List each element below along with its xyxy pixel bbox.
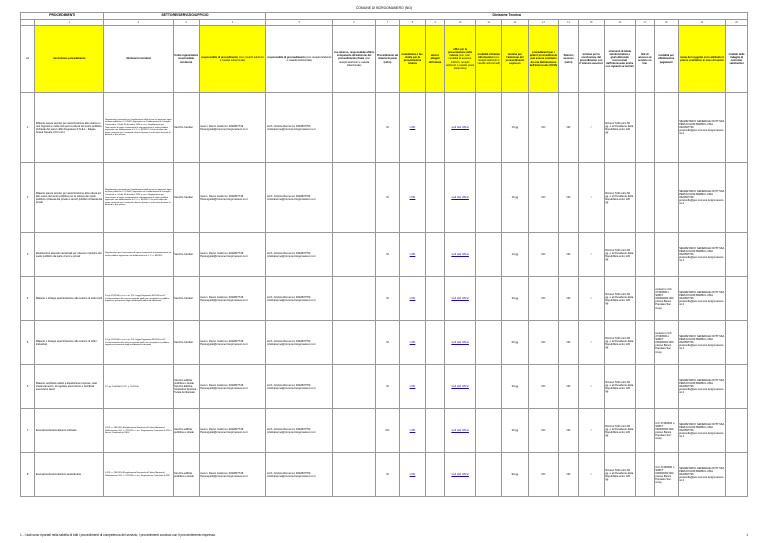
column-index: 7 <box>376 19 400 25</box>
row-number: 6 <box>21 365 35 409</box>
customer-satisfaction <box>726 233 748 277</box>
info-mode <box>476 277 502 321</box>
silence-consent-flag: NO <box>559 233 578 277</box>
section-settore: SETTORE/SERVIZIO/UFFICIO <box>104 13 266 20</box>
column-index: 2 <box>104 19 173 25</box>
info-mode <box>476 233 502 277</box>
scia-flag: NO <box>528 365 559 409</box>
silence-consent-flag: NO <box>559 453 578 497</box>
header-nr: nr <box>21 25 35 93</box>
organizational-unit: Servizio Cantieri <box>173 163 199 233</box>
provision-manager: Arch. Cristina Renne tel. 0322837750 cristinarenne@comune.borgomanero.no.it <box>266 163 333 233</box>
procedures-table <box>20 12 748 497</box>
header-allegati: elenco allegati all'istanza <box>426 25 445 93</box>
allegati-cell <box>426 233 445 277</box>
header-resp-proc <box>199 25 266 93</box>
modulistica-link[interactable]: LINK <box>409 297 416 301</box>
procedure-manager: Geom. Pavon Guido tel. 0322837749 Pavonguido@comune.borgomanero.no.it <box>199 277 266 321</box>
column-index: 4 <box>199 19 266 25</box>
procedure-manager: Geom. Pavon Guido tel. 0322837749 Pavonguido@comune.borgomanero.no.it <box>199 453 266 497</box>
office-responsible <box>333 453 376 497</box>
on-request-flag: SI <box>376 453 400 497</box>
customer-satisfaction <box>726 277 748 321</box>
column-index: 13 <box>528 19 559 25</box>
info-mode <box>476 321 502 365</box>
modulistica-cell <box>399 93 425 163</box>
scia-flag: NO <box>528 453 559 497</box>
scia-flag: NO <box>528 163 559 233</box>
table-row <box>21 453 748 497</box>
scia-flag: NO <box>528 277 559 321</box>
silence-consent-flag: NO <box>559 321 578 365</box>
on-request-flag: SI <box>376 163 400 233</box>
provision-manager: Arch. Cristina Renne tel. 0322837750 cristinarenne@comune.borgomanero.no.it <box>266 93 333 163</box>
allegati-cell <box>426 277 445 321</box>
substitute-power: SEGRETARIO GENERALE DOTT.SSA PERUCCHINI BARBA LUISA 0322837709 protocollo@pec.comune.borgomanero.no.it <box>678 233 726 277</box>
header-resp-proc-note: (con recapiti telefonici e casella istituzionale) <box>219 55 264 62</box>
column-index: 3 <box>173 19 199 25</box>
allegati-cell <box>426 93 445 163</box>
procedure-description: Esumazioni/estumulazioni straordinarie <box>35 453 104 497</box>
header-silenzio: Silenzio assenso (si/no) <box>559 25 578 93</box>
header-modalita <box>476 25 502 93</box>
office-responsible <box>333 409 376 453</box>
procedure-description: Rilascio o diniego autorizzazione allo scarico di reflui industriali <box>35 321 104 365</box>
online-service <box>635 277 654 321</box>
customer-satisfaction <box>726 453 748 497</box>
payment-methods <box>654 93 678 163</box>
payment-methods: C/C 27460506 o SWIFT 000000000 000 presso Banco Popolare Soc. Coop. <box>654 409 678 453</box>
online-service <box>635 453 654 497</box>
organizational-unit: Servizio edilizia pubblica e strade <box>173 409 199 453</box>
on-request-flag: SI <box>376 321 400 365</box>
table-row <box>21 93 748 163</box>
header-scia: procedimenti per i quali il provvedimento può essere sostituito da una dichiarazione dell'interessato (SCIA) <box>528 25 559 93</box>
info-mode <box>476 365 502 409</box>
procedure-manager: Geom. Pavon Guido tel. 0322837749 Pavonguido@comune.borgomanero.no.it <box>199 163 266 233</box>
table-row <box>21 321 748 365</box>
deadline: 60 gg <box>502 321 528 365</box>
uffici-cell <box>445 163 476 233</box>
silence-consent-term: / <box>578 277 604 321</box>
procedure-description: Esumazioni/estumulazioni ordinarie <box>35 409 104 453</box>
header-link-servizio: link di accesso al servizio on line <box>635 25 654 93</box>
payment-methods <box>654 365 678 409</box>
silence-consent-flag: NO <box>559 93 578 163</box>
modulistica-cell <box>399 453 425 497</box>
silence-consent-term: / <box>578 321 604 365</box>
scia-flag: NO <box>528 93 559 163</box>
procedure-manager: Geom. Pavon Guido tel. 0322837749 Pavonguido@comune.borgomanero.no.it <box>199 233 266 277</box>
substitute-power: SEGRETARIO GENERALE DOTT.SSA PERUCCHINI BARBA LUISA 0322837709 protocollo@pec.comune.borgomanero.no.it <box>678 277 726 321</box>
provision-manager: Arch. Cristina Renne tel. 0322837750 cristinarenne@comune.borgomanero.no.it <box>266 233 333 277</box>
info-mode <box>476 409 502 453</box>
uffici-link[interactable]: vedi dati Ufficio <box>451 297 469 301</box>
silence-consent-flag: NO <box>559 277 578 321</box>
online-service <box>635 163 654 233</box>
column-index: 18 <box>654 19 678 25</box>
protection-tools: Ricorso TAR entro 60 gg. o al Presidente della Repubblica entro 120 gg. <box>604 365 635 409</box>
silence-consent-flag: NO <box>559 409 578 453</box>
allegati-cell <box>426 409 445 453</box>
column-index: 6 <box>333 19 376 25</box>
header-unita: Unità organizzativa responsabile istruttoria <box>173 25 199 93</box>
header-modalita-label: modalità richiesta informazioni <box>477 52 500 59</box>
substitute-power: SEGRETARIO GENERALE DOTT.SSA PERUCCHINI BARBA LUISA 0322837709 protocollo@pec.comune.borgomanero.no.it <box>678 321 726 365</box>
organizational-unit: Servizio Cantieri <box>173 93 199 163</box>
header-istanza: Procedimento ad istanza di parte (si/no) <box>376 25 400 93</box>
online-service <box>635 93 654 163</box>
modulistica-link[interactable]: LINK <box>409 253 416 257</box>
row-number: 8 <box>21 453 35 497</box>
header-uffici-info <box>445 25 476 93</box>
procedure-description: Rilascio certificati relativi a liquidazione imprese, stati d'avanzamento, di regolare esecuzione e certificati esecuzioni lavori <box>35 365 104 409</box>
uffici-cell <box>445 93 476 163</box>
legal-references: D.Lgs 152/2006 e s.m.i. art 124. Legge Regionale 4/4/2000 art.37 L'autorizzazione allo scarico riguarda quelli non recapitanti in pubblica fognatura provenienti dagli insediamenti industriali <box>104 321 173 365</box>
modulistica-link[interactable]: LINK <box>409 126 416 130</box>
scia-flag: NO <box>528 409 559 453</box>
uffici-link[interactable]: vedi dati Ufficio <box>451 341 469 345</box>
header-uffici <box>333 25 376 93</box>
procedure-description: Rilascio parere tecnico per autorizzazione alla rottura ed allo scavo del suolo pubblico per la coltura dei suolo pubblico richiesta dai privati e servizi pubblici richiesta dai privati <box>35 163 104 233</box>
uffici-link[interactable]: vedi dati Ufficio <box>451 473 469 477</box>
silence-consent-term: / <box>578 233 604 277</box>
substitute-power: SEGRETARIO GENERALE DOTT.SSA PERUCCHINI BARBA LUISA 0322837709 protocollo@pec.comune.borgomanero.no.it <box>678 163 726 233</box>
table-row <box>21 277 748 321</box>
deadline: 90 gg <box>502 453 528 497</box>
organizational-unit: Servizio Cantieri <box>173 321 199 365</box>
uffici-link[interactable]: vedi dati Ufficio <box>451 196 469 200</box>
allegati-cell <box>426 163 445 233</box>
modulistica-link[interactable]: LINK <box>409 473 416 477</box>
legal-references: D.Lgs 152/2006 e s.m.i. art 124. Legge Regionale 4/4/2000 art.37 L'autorizzazione allo scarico riguarda quelli non recapitanti in pubblica fognatura, provenienti dagli insediamenti adibiti ad abitazione <box>104 277 173 321</box>
table-row <box>21 409 748 453</box>
header-modulistica: modulistica e fac-simile per la presentazione istanza <box>399 25 425 93</box>
column-index: 17 <box>635 19 654 25</box>
customer-satisfaction <box>726 163 748 233</box>
header-modalita-note: (con recapiti telefonici e caselle istituzionali) <box>477 55 500 66</box>
online-service <box>635 409 654 453</box>
info-mode <box>476 163 502 233</box>
section-procedimenti: PROCEDIMENTI <box>21 13 104 20</box>
silence-consent-term: / <box>578 453 604 497</box>
office-responsible <box>333 321 376 365</box>
silence-consent-term: / <box>578 409 604 453</box>
header-resp-prov-note: (con recapiti telefonici e casella istituzionale) <box>286 55 332 62</box>
row-number: 3 <box>21 233 35 277</box>
header-uffici-note: (con recapiti telefonici e casella istituzionale) <box>338 57 371 67</box>
scia-flag: NO <box>528 321 559 365</box>
silence-consent-term: / <box>578 163 604 233</box>
header-termine: termine per l'adozione del provvedimento espresso <box>502 25 528 93</box>
office-responsible <box>333 277 376 321</box>
protection-tools: Ricorso TAR entro 60 gg. o al Presidente della Repubblica entro 120 gg. <box>604 453 635 497</box>
modulistica-link[interactable]: LINK <box>409 196 416 200</box>
column-index: 12 <box>502 19 528 25</box>
row-number: 5 <box>21 321 35 365</box>
office-responsible <box>333 365 376 409</box>
modulistica-cell <box>399 409 425 453</box>
table-row <box>21 163 748 233</box>
on-request-flag: SI <box>376 93 400 163</box>
provision-manager: Arch. Cristina Renne tel. 0322837750 cristinarenne@comune.borgomanero.no.it <box>266 453 333 497</box>
column-index: 1 <box>35 19 104 25</box>
allegati-cell <box>426 453 445 497</box>
page-title: COMUNE DI BORGOMANERO (NO) <box>355 6 413 10</box>
deadline: 30 gg <box>502 365 528 409</box>
uffici-cell <box>445 453 476 497</box>
uffici-cell <box>445 233 476 277</box>
payment-methods: contanti o C/C 27460506 o SWIFT 000000000 000 presso Banco Popolare Soc. Coop. <box>654 277 678 321</box>
legal-references: D. Lgs. 163/2006 D.P.R. n. 207/2010 <box>104 365 173 409</box>
uffici-cell <box>445 321 476 365</box>
online-service <box>635 233 654 277</box>
column-index: 19 <box>678 19 726 25</box>
legal-references: Regolamento per l'esecuzione di opere comportanti la manomissione di suolo pubblico approvato con deliberazione di C.C. n. 88/2013 <box>104 233 173 277</box>
legal-references: D.P.R. n. 285/1990 (Regolamento Nazionale di Polizia Mortuaria) Deliberazione G.R. n. 22/1993 e s.m.i. Regolamento Comunale di P.M. e Servizi Cimiteriali del 2001 <box>104 409 173 453</box>
substitute-power: SEGRETARIO GENERALE DOTT.SSA PERUCCHINI BARBA LUISA 0322837709 protocollo@pec.comune.borgomanero.no.it <box>678 453 726 497</box>
modulistica-cell <box>399 365 425 409</box>
row-number: 1 <box>21 93 35 163</box>
row-number: 7 <box>21 409 35 453</box>
modulistica-link[interactable]: LINK <box>409 341 416 345</box>
substitute-power: SEGRETARIO GENERALE DOTT.SSA PERUCCHINI BARBA LUISA 0322837709 protocollo@pec.comune.borgomanero.no.it <box>678 365 726 409</box>
header-customer: risultati delle indagini di customer satisfaction <box>726 25 748 93</box>
header-uffici-info-note: (con orari, modalità di accesso, indirizzi, recapiti telefonici e caselle posta elettronica) <box>445 54 475 70</box>
legal-references: D.P.R. n. 285/1990 (Regolamento Nazionale di Polizia Mortuaria) Deliberazione G.R. n. 22/1993 e s.m.i. Regolamento Comunale di P.M. <box>104 453 173 497</box>
protection-tools: Ricorso TAR entro 60 gg. o al Presidente della Repubblica entro 120 gg. <box>604 277 635 321</box>
payment-methods: contanti o C/C 27460506 o SWIFT 000000000 000 presso Banco Popolare Soc. Coop. <box>654 321 678 365</box>
payment-methods: C/C 27460506 o SWIFT 000000000 000 presso Banco Popolare Soc. Coop. <box>654 453 678 497</box>
organizational-unit: Servizio Cantieri <box>173 277 199 321</box>
header-strumenti: strumenti di tutela amministrativa e giurisdizionale riconosciuti dall'interessato anche con riguardo ai termini <box>604 25 635 93</box>
page-number: 1 <box>746 533 748 537</box>
procedure-manager: Geom. Pavon Guido tel. 0322837749 Pavonguido@comune.borgomanero.no.it <box>199 365 266 409</box>
protection-tools: Ricorso TAR entro 60 gg. o al Presidente della Repubblica entro 120 gg. <box>604 321 635 365</box>
modulistica-cell <box>399 321 425 365</box>
uffici-link[interactable]: vedi dati Ufficio <box>451 429 469 433</box>
protection-tools: Ricorso TAR entro 60 gg. o al Presidente della Repubblica entro 120 gg. <box>604 233 635 277</box>
protection-tools: Ricorso TAR entro 60 gg. o al Presidente della Repubblica entro 120 gg. <box>604 93 635 163</box>
column-index: 8 <box>399 19 425 25</box>
on-request-flag: SI <box>376 233 400 277</box>
organizational-unit: Servizio edilizia pubblica e strade Servizio Edilizia Scolastica Sportiva - Tutela Ambientale <box>173 365 199 409</box>
row-number: 4 <box>21 277 35 321</box>
uffici-link[interactable]: vedi dati Ufficio <box>451 385 469 389</box>
column-index: 11 <box>476 19 502 25</box>
header-sostitutivo: nome del soggetto cui è attribuito il potere sostitutivo in caso di inerzia <box>678 25 726 93</box>
table-row <box>21 365 748 409</box>
header-descrizione: descrizione procedimento <box>35 25 104 93</box>
section-divisione: Divisione Tecnica <box>266 13 748 20</box>
customer-satisfaction <box>726 409 748 453</box>
organizational-unit: Servizio edilizia pubblica e strade <box>173 453 199 497</box>
deadline: 30 gg <box>502 277 528 321</box>
header-resp-proc-label: responsabile di procedimento <box>201 55 239 59</box>
silence-consent-term: / <box>578 93 604 163</box>
substitute-power: SEGRETARIO GENERALE DOTT.SSA PERUCCHINI BARBA LUISA 0322837709 protocollo@pec.comune.borgomanero.no.it <box>678 93 726 163</box>
on-request-flag: NO <box>376 409 400 453</box>
column-index: 16 <box>604 19 635 25</box>
column-index: 5 <box>266 19 333 25</box>
office-responsible <box>333 93 376 163</box>
substitute-power: SEGRETARIO GENERALE DOTT.SSA PERUCCHINI BARBA LUISA 0322837709 protocollo@pec.comune.borgomanero.no.it <box>678 409 726 453</box>
modulistica-cell <box>399 233 425 277</box>
header-tutela-termine: termine per la conclusione del procedimento con il 'silenzio assenso' <box>578 25 604 93</box>
header-pagamenti: modalità per effettuazione pagamenti <box>654 25 678 93</box>
scia-flag: NO <box>528 233 559 277</box>
legal-references: Regolamento comunale per l'applicazione della tassa occupazione spazi ed aree pubbliche C.O.S.A.P. approvato con Deliberazione di Consiglio Comunale n. 54 del 30 dicembre 1998 e s.m.i. Regolamento per l'esecuzione di opere comportanti la manomissione di suolo pubblico approvato con deliberazione di C.C. n. 88/2013. Con esclusione dei tempi necessari per l'eventuale rilascio di pareri o nulla osta da parte di Aziende e Enti esterni. <box>104 93 173 163</box>
procedure-description: Rilascio o diniego autorizzazione allo scarico di reflui civili <box>35 277 104 321</box>
header-riferimenti: riferimenti normativi <box>104 25 173 93</box>
office-responsible <box>333 233 376 277</box>
provision-manager: Arch. Cristina Renne tel. 0322837750 cristinarenne@comune.borgomanero.no.it <box>266 365 333 409</box>
procedure-manager: Geom. Pavon Guido tel. 0322837749 Pavonguido@comune.borgomanero.no.it <box>199 93 266 163</box>
column-index: 10 <box>445 19 476 25</box>
uffici-link[interactable]: vedi dati Ufficio <box>451 126 469 130</box>
column-index: 20 <box>726 19 748 25</box>
office-responsible <box>333 163 376 233</box>
table-row <box>21 233 748 277</box>
protection-tools: Ricorso TAR entro 60 gg. o al Presidente della Repubblica entro 120 gg. <box>604 409 635 453</box>
info-mode <box>476 453 502 497</box>
deadline: 14 gg <box>502 233 528 277</box>
deadline: 15 gg <box>502 163 528 233</box>
column-index: 15 <box>578 19 604 25</box>
silence-consent-flag: NO <box>559 365 578 409</box>
legal-references: Regolamento comunale per l'applicazione della tassa occupazione spazi ed aree pubbliche C.O.S.A.P. approvato con Deliberazione di Consiglio Comunale n. 54 del 30 dicembre 1998 e s.m.i. Regolamento per l'esecuzione di opere comportanti la manomissione di suolo pubblico approvato con deliberazione di C.C. n. 88/2013. Con esclusione dei tempi necessari per l'eventuale rilascio di pareri o nulla osta da parte di Aziende e Enti esterni. <box>104 163 173 233</box>
provision-manager: Arch. Cristina Renne tel. 0322837750 cristinarenne@comune.borgomanero.no.it <box>266 277 333 321</box>
column-index: 14 <box>559 19 578 25</box>
uffici-cell <box>445 277 476 321</box>
payment-methods <box>654 163 678 233</box>
allegati-cell <box>426 365 445 409</box>
deadline: 15 gg <box>502 93 528 163</box>
online-service <box>635 321 654 365</box>
deadline: 30 gg <box>502 409 528 453</box>
procedure-manager: Geom. Pavon Guido tel. 0322837749 Pavonguido@comune.borgomanero.no.it <box>199 321 266 365</box>
procedure-manager: Geom. Pavon Guido tel. 0322837749 Pavonguido@comune.borgomanero.no.it <box>199 409 266 453</box>
modulistica-link[interactable]: LINK <box>409 429 416 433</box>
uffici-link[interactable]: vedi dati Ufficio <box>451 253 469 257</box>
procedure-description: Restituzione depositi cauzionali per ottenere ripristino del suolo pubblico da parte di enti e privati <box>35 233 104 277</box>
customer-satisfaction <box>726 321 748 365</box>
footer-note: 1 - I dati sono riportati nella tabella di tutti i procedimenti di competenza del servizio, i procedimenti conclusi con il provvedimento espresso <box>20 533 216 537</box>
modulistica-cell <box>399 277 425 321</box>
column-index: 9 <box>426 19 445 25</box>
header-resp-prov <box>266 25 333 93</box>
on-request-flag: SI <box>376 365 400 409</box>
header-uffici-label: ove diverso, responsabile ufficio competente all'adozione del provvedimento finale <box>333 51 375 61</box>
header-resp-prov-label: responsabile di provvedimento <box>267 55 306 59</box>
customer-satisfaction <box>726 365 748 409</box>
customer-satisfaction <box>726 93 748 163</box>
row-number: 2 <box>21 163 35 233</box>
online-service <box>635 365 654 409</box>
provision-manager: Arch. Cristina Renne tel. 0322837750 cristinarenne@comune.borgomanero.no.it <box>266 321 333 365</box>
allegati-cell <box>426 321 445 365</box>
payment-methods <box>654 233 678 277</box>
uffici-cell <box>445 365 476 409</box>
uffici-cell <box>445 409 476 453</box>
on-request-flag: SI <box>376 277 400 321</box>
header-uffici-info-label: uffici per la presentazione delle istanze <box>448 48 473 58</box>
provision-manager: Arch. Cristina Renne tel. 0322837750 cristinarenne@comune.borgomanero.no.it <box>266 409 333 453</box>
silence-consent-term: / <box>578 365 604 409</box>
silence-consent-flag: NO <box>559 163 578 233</box>
protection-tools: Ricorso TAR entro 60 gg. o al Presidente della Repubblica entro 120 gg. <box>604 163 635 233</box>
info-mode <box>476 93 502 163</box>
modulistica-cell <box>399 163 425 233</box>
organizational-unit: Servizio Cantieri <box>173 233 199 277</box>
modulistica-link[interactable]: LINK <box>409 385 416 389</box>
procedure-description: Rilascio parere tecnico per autorizzazione allo scarico in rete fognaria e nulla osta per la coltura dei suolo pubblico (richiede dei pareri uffici Fognature S.N.E.L., Italgas, Acqua Novara VCO ecc.) <box>35 93 104 163</box>
